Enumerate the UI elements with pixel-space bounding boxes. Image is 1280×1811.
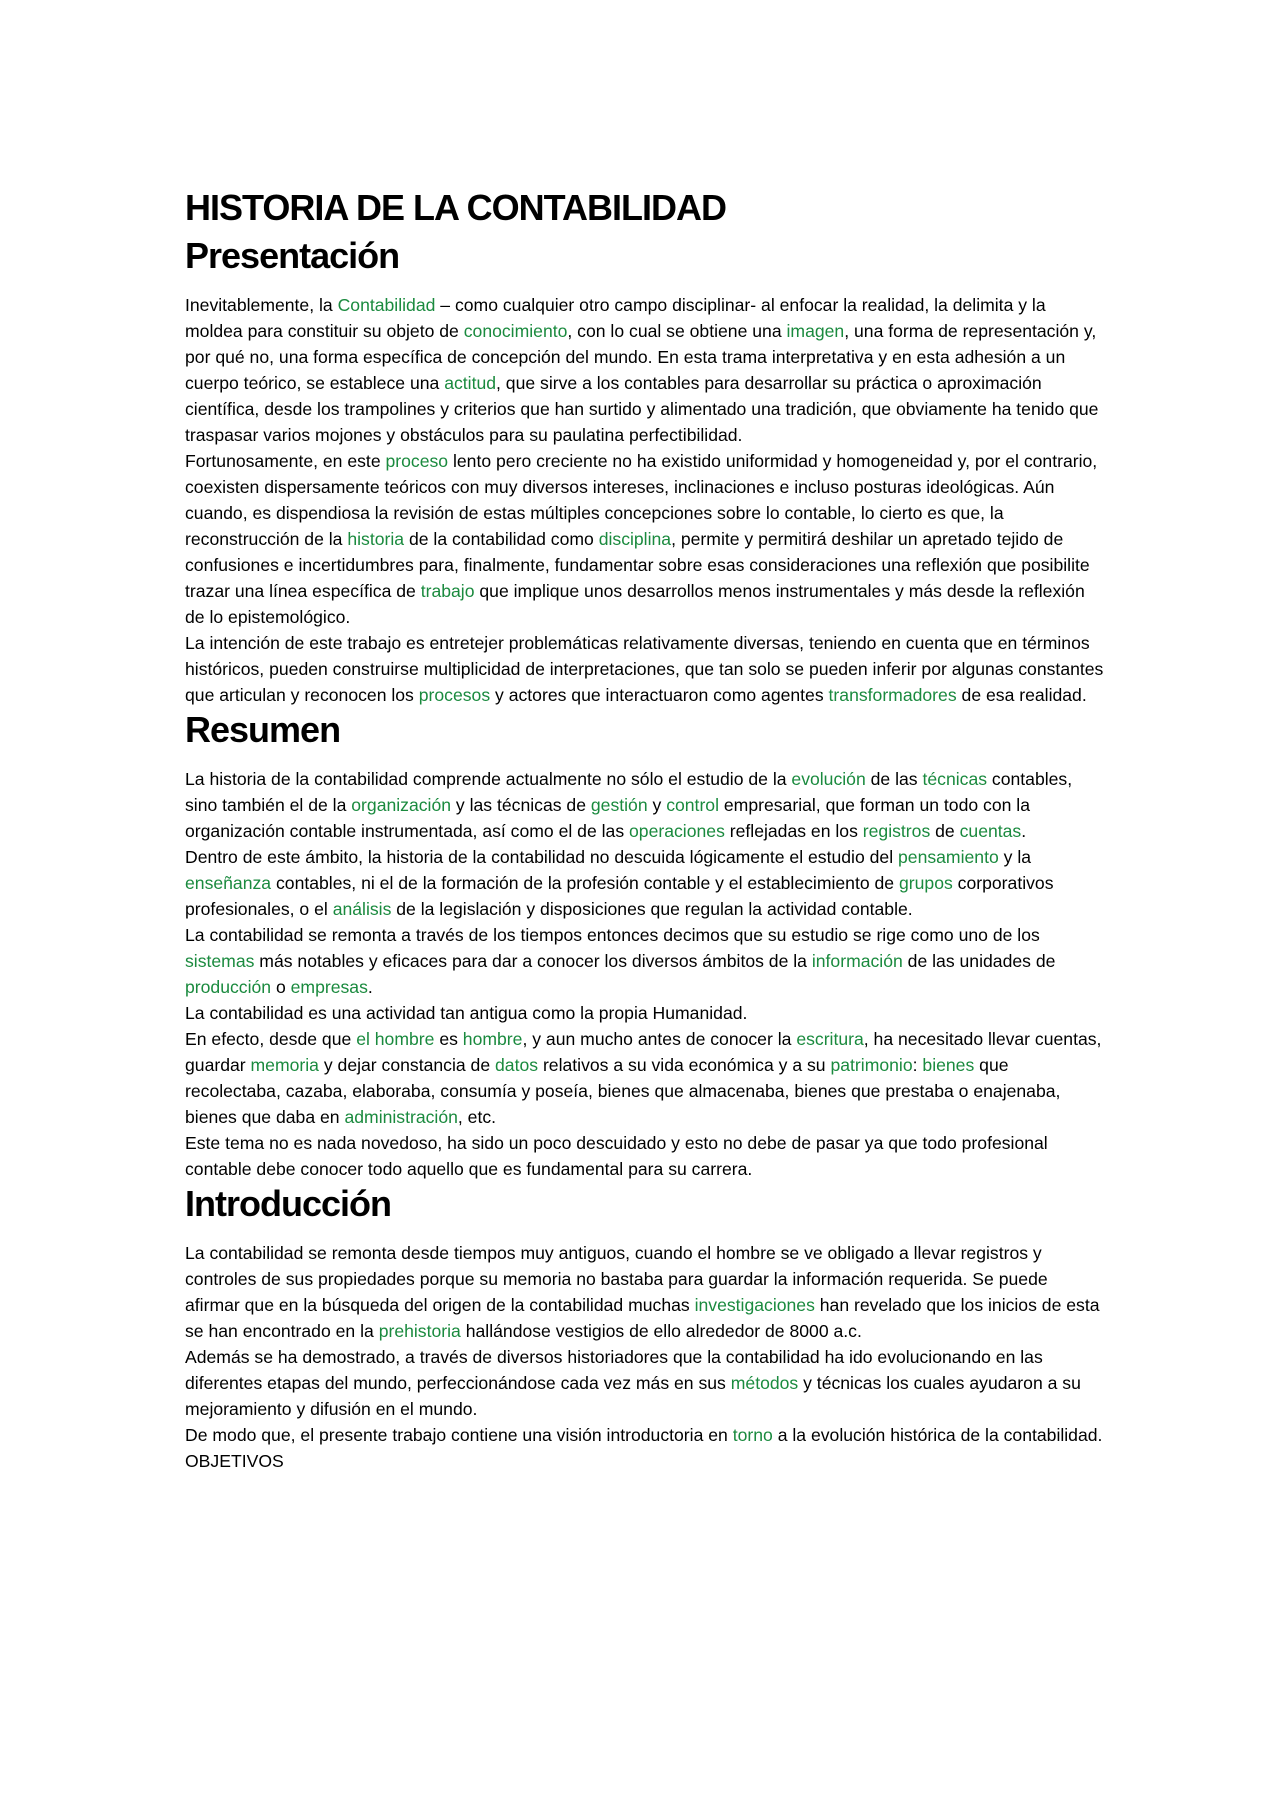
paragraph	[185, 630, 1105, 708]
text-run: .	[1021, 821, 1027, 841]
document-title: HISTORIA DE LA CONTABILIDAD	[185, 187, 726, 228]
inline-link[interactable]: disciplina	[598, 529, 672, 549]
text-run: La contabilidad se remonta desde tiempos muy antiguos, cuando el hombre se ve obligado a llevar registros y controles de sus propiedades porque su memoria no bastaba para guardar la información requerida. Se puede afirmar que en la búsqueda del origen de la contabilidad muchas	[185, 1243, 1048, 1315]
inline-link[interactable]: sistemas	[185, 951, 255, 971]
paragraph	[185, 1240, 1105, 1344]
paragraph	[185, 766, 1105, 844]
text-run: , una forma de representación y, por qué no, una forma específica de concepción del mundo. En esta trama interpretativa y en esta adhesión a un cuerpo teórico, se establece una	[185, 321, 1097, 393]
text-run: .	[367, 977, 373, 997]
text-run: – como cualquier otro campo disciplinar- al enfocar la realidad, la delimita y la moldea para constituir su objeto de	[185, 295, 1046, 341]
section-heading: Resumen	[185, 709, 341, 750]
inline-link[interactable]: enseñanza	[185, 873, 272, 893]
text-run: Dentro de este ámbito, la historia de la contabilidad no descuida lógicamente el estudio del	[185, 847, 898, 867]
text-run: , permite y permitirá deshilar un apretado tejido de confusiones e incertidumbres para, finalmente, fundamentar sobre esas consideraciones una reflexión que posibilite trazar una línea específica de	[185, 529, 1090, 601]
text-run: corporativos profesionales, o el	[185, 873, 1054, 919]
text-run: de la legislación y disposiciones que regulan la actividad contable.	[391, 899, 913, 919]
text-run: :	[912, 1055, 923, 1075]
section-introduccion	[185, 1184, 1105, 1474]
text-run: , que sirve a los contables para desarrollar su práctica o aproximación científica, desde los trampolines y criterios que han surtido y alimentado una tradición, que obviamente ha tenido que traspasar varios mojones y obstáculos para su paulatina perfectibilidad.	[185, 373, 1099, 445]
paragraph	[185, 1000, 1105, 1026]
text-run: que recolectaba, cazaba, elaboraba, consumía y poseía, bienes que almacenaba, bienes que prestaba o enajenaba, bienes que daba en	[185, 1055, 1061, 1127]
inline-link[interactable]: operaciones	[629, 821, 725, 841]
section-resumen	[185, 710, 1105, 1182]
inline-link[interactable]: gestión	[590, 795, 648, 815]
text-run: La contabilidad se remonta a través de los tiempos entonces decimos que su estudio se rige como uno de los	[185, 925, 1040, 945]
text-run: Este tema no es nada novedoso, ha sido un poco descuidado y esto no debe de pasar ya que todo profesional contable debe conocer todo aquello que es fundamental para su carrera.	[185, 1133, 1048, 1179]
inline-link[interactable]: administración	[344, 1107, 458, 1127]
text-run: y técnicas los cuales ayudaron a su mejoramiento y difusión en el mundo.	[185, 1373, 1081, 1419]
inline-link[interactable]: organización	[351, 795, 452, 815]
text-run: La historia de la contabilidad comprende actualmente no sólo el estudio de la	[185, 769, 792, 789]
paragraph	[185, 292, 1105, 448]
text-run: reflejadas en los	[724, 821, 863, 841]
text-run: o	[271, 977, 291, 997]
text-run: que implique unos desarrollos menos instrumentales y más desde la reflexión de lo epistemológico.	[185, 581, 1085, 627]
inline-link[interactable]: cuentas	[959, 821, 1022, 841]
inline-link[interactable]: trabajo	[420, 581, 475, 601]
inline-link[interactable]: métodos	[730, 1373, 799, 1393]
inline-link[interactable]: producción	[185, 977, 272, 997]
text-run: Fortunosamente, en este	[185, 451, 386, 471]
inline-link[interactable]: el hombre	[356, 1029, 435, 1049]
inline-link[interactable]: pensamiento	[898, 847, 999, 867]
text-run: es	[434, 1029, 463, 1049]
section-heading: Introducción	[185, 1183, 391, 1224]
inline-link[interactable]: análisis	[332, 899, 392, 919]
document-body	[185, 236, 1105, 1474]
text-run: De modo que, el presente trabajo contiene una visión introductoria en	[185, 1425, 733, 1445]
inline-link[interactable]: historia	[347, 529, 405, 549]
text-run: y la	[998, 847, 1032, 867]
text-run: y	[647, 795, 667, 815]
text-run: OBJETIVOS	[185, 1451, 284, 1471]
text-run: empresarial, que forman un todo con la organización contable instrumentada, así como el de las	[185, 795, 1031, 841]
text-run: , ha necesitado llevar cuentas, guardar	[185, 1029, 1102, 1075]
text-run: han revelado que los inicios de esta se han encontrado en la	[185, 1295, 1100, 1341]
inline-link[interactable]: técnicas	[922, 769, 988, 789]
text-run: contables, ni el de la formación de la profesión contable y el establecimiento de	[271, 873, 899, 893]
inline-link[interactable]: escritura	[796, 1029, 864, 1049]
text-run: , etc.	[457, 1107, 497, 1127]
inline-link[interactable]: prehistoria	[378, 1321, 461, 1341]
inline-link[interactable]: Contabilidad	[337, 295, 436, 315]
inline-link[interactable]: empresas	[290, 977, 368, 997]
text-run: Además se ha demostrado, a través de diversos historiadores que la contabilidad ha ido evolucionando en las diferentes etapas del mundo, perfeccionándose cada vez más en sus	[185, 1347, 1043, 1393]
text-run: contables, sino también el de la	[185, 769, 1073, 815]
inline-link[interactable]: actitud	[444, 373, 497, 393]
inline-link[interactable]: evolución	[791, 769, 866, 789]
document-page	[185, 186, 1105, 1476]
inline-link[interactable]: datos	[495, 1055, 539, 1075]
text-run: , y aun mucho antes de conocer la	[522, 1029, 797, 1049]
text-run: lento pero creciente no ha existido uniformidad y homogeneidad y, por el contrario, coexisten dispersamente teóricos con muy diversos intereses, inclinaciones e incluso posturas ideológicas. Aún cuando, es dispendiosa la revisión de estas múltiples concepciones sobre lo contable, lo cierto es que, la reconstrucción de la	[185, 451, 1098, 549]
text-run: y actores que interactuaron como agentes	[490, 685, 829, 705]
inline-link[interactable]: información	[811, 951, 903, 971]
inline-link[interactable]: imagen	[786, 321, 845, 341]
inline-link[interactable]: investigaciones	[694, 1295, 815, 1315]
paragraph	[185, 1026, 1105, 1130]
inline-link[interactable]: torno	[732, 1425, 773, 1445]
inline-link[interactable]: procesos	[418, 685, 491, 705]
text-run: , con lo cual se obtiene una	[567, 321, 787, 341]
text-run: a la evolución histórica de la contabilidad.	[772, 1425, 1103, 1445]
text-run: de las	[865, 769, 923, 789]
section-heading: Presentación	[185, 235, 400, 276]
inline-link[interactable]: control	[666, 795, 719, 815]
inline-link[interactable]: grupos	[898, 873, 953, 893]
paragraph	[185, 922, 1105, 1000]
text-run: La intención de este trabajo es entretejer problemáticas relativamente diversas, teniendo en cuenta que en términos históricos, pueden construirse multiplicidad de interpretaciones, que tan solo se pueden inferir por algunas constantes que articulan y reconocen los	[185, 633, 1104, 705]
text-run: hallándose vestigios de ello alrededor de 8000 a.c.	[460, 1321, 862, 1341]
inline-link[interactable]: memoria	[250, 1055, 319, 1075]
text-run: y dejar constancia de	[318, 1055, 496, 1075]
text-run: de la contabilidad como	[404, 529, 599, 549]
text-run: más notables y eficaces para dar a conocer los diversos ámbitos de la	[254, 951, 812, 971]
text-run: relativos a su vida económica y a su	[538, 1055, 831, 1075]
paragraph	[185, 448, 1105, 630]
text-run: y las técnicas de	[451, 795, 591, 815]
paragraph	[185, 1130, 1105, 1182]
text-run: de las unidades de	[902, 951, 1056, 971]
paragraph	[185, 1344, 1105, 1422]
inline-link[interactable]: registros	[862, 821, 931, 841]
text-run: de esa realidad.	[956, 685, 1087, 705]
inline-link[interactable]: patrimonio	[830, 1055, 913, 1075]
text-run: de	[930, 821, 960, 841]
inline-link[interactable]: conocimiento	[463, 321, 568, 341]
inline-link[interactable]: hombre	[462, 1029, 523, 1049]
paragraph	[185, 1448, 1105, 1474]
text-run: En efecto, desde que	[185, 1029, 357, 1049]
inline-link[interactable]: proceso	[385, 451, 449, 471]
inline-link[interactable]: transformadores	[828, 685, 957, 705]
paragraph	[185, 1422, 1105, 1448]
text-run: La contabilidad es una actividad tan antigua como la propia Humanidad.	[185, 1003, 748, 1023]
inline-link[interactable]: bienes	[922, 1055, 975, 1075]
paragraph	[185, 844, 1105, 922]
section-presentacion	[185, 236, 1105, 708]
text-run: Inevitablemente, la	[185, 295, 338, 315]
